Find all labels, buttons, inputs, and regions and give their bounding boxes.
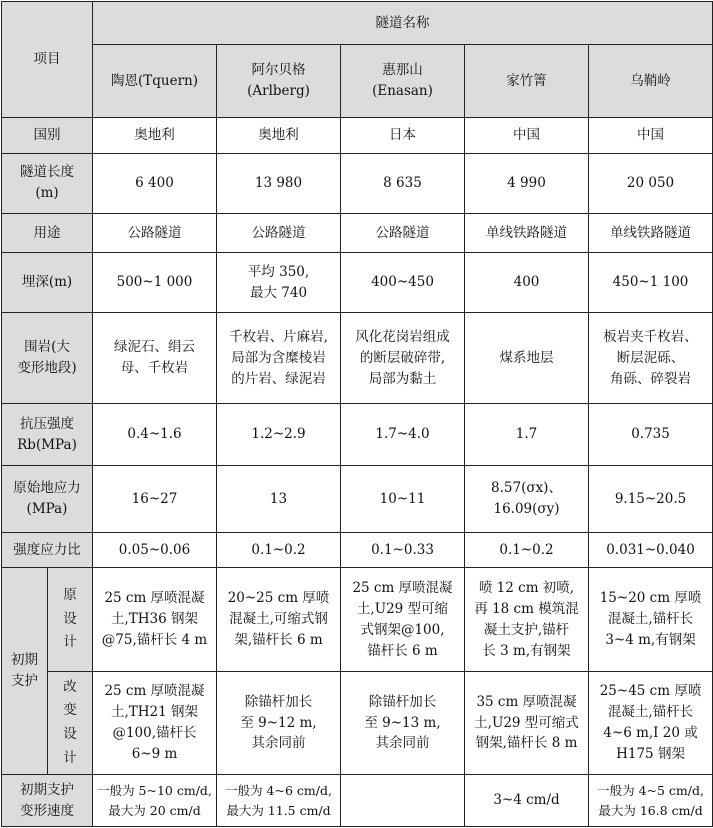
table-cell: 一般为 5~10 cm/d, 最大为 20 cm/d xyxy=(93,775,217,827)
table-cell: 喷 12 cm 初喷, 再 18 cm 模筑混 凝土支护,锚杆 长 3 m,有钢架 xyxy=(465,568,589,671)
sub-label-changed-design: 改 变 设 计 xyxy=(48,671,93,774)
table-cell: 单线铁路隧道 xyxy=(589,213,713,252)
table-row xyxy=(2,568,713,671)
table-cell: 0.031~0.040 xyxy=(589,533,713,568)
tunnel-header: 惠那山 (Enasan) xyxy=(341,45,465,117)
header-row-group xyxy=(2,2,713,45)
row-label-country: 国别 xyxy=(2,117,93,153)
table-cell: 8 635 xyxy=(341,153,465,213)
table-cell: 奥地利 xyxy=(93,117,217,153)
table-cell: 风化花岗岩组成 的断层破碎带, 局部为黏土 xyxy=(341,313,465,404)
table-cell: 25 cm 厚喷混凝 土,TH21 钢架 @100,锚杆长 6~9 m xyxy=(93,671,217,774)
table-cell: 公路隧道 xyxy=(341,213,465,252)
table-cell: 20~25 cm 厚喷 混凝土,可缩式钢 架,锚杆长 6 m xyxy=(217,568,341,671)
table-cell: 6 400 xyxy=(93,153,217,213)
table-cell: 千枚岩、片麻岩, 局部为含糜棱岩 的片岩、绿泥岩 xyxy=(217,313,341,404)
table-cell: 绿泥石、绢云 母、千枚岩 xyxy=(93,313,217,404)
table-cell: 除锚杆加长 至 9~13 m, 其余同前 xyxy=(341,671,465,774)
table-cell xyxy=(341,775,465,827)
table-cell: 16~27 xyxy=(93,466,217,533)
table-cell: 一般为 4~5 cm/d, 最大为 16.8 cm/d xyxy=(589,775,713,827)
table-cell: 煤系地层 xyxy=(465,313,589,404)
table-cell: 板岩夹千枚岩、 断层泥砾、 角砾、碎裂岩 xyxy=(589,313,713,404)
table-cell: 9.15~20.5 xyxy=(589,466,713,533)
table-cell: 0.1~0.33 xyxy=(341,533,465,568)
table-cell: 8.57(σx)、 16.09(σy) xyxy=(465,466,589,533)
table-cell: 0.1~0.2 xyxy=(217,533,341,568)
row-label-ratio: 强度应力比 xyxy=(2,533,93,568)
tunnel-header: 乌鞘岭 xyxy=(589,45,713,117)
table-cell: 公路隧道 xyxy=(93,213,217,252)
row-label-rock: 围岩(大 变形地段) xyxy=(2,313,93,404)
row-label-support: 初期 支护 xyxy=(2,568,48,775)
tunnel-header: 家竹箐 xyxy=(465,45,589,117)
table-cell: 中国 xyxy=(589,117,713,153)
table-cell: 奥地利 xyxy=(217,117,341,153)
tunnel-header: 陶恩(Tquern) xyxy=(93,45,217,117)
table-cell: 日本 xyxy=(341,117,465,153)
row-label-strength: 抗压强度 Rb(MPa) xyxy=(2,404,93,466)
table-row xyxy=(2,153,713,213)
table-cell: 公路隧道 xyxy=(217,213,341,252)
table-cell: 一般为 4~6 cm/d, 最大为 11.5 cm/d xyxy=(217,775,341,827)
table-row xyxy=(2,213,713,252)
table-cell: 35 cm 厚喷混凝 土,U29 型可缩式 钢架,锚杆长 8 m xyxy=(465,671,589,774)
table-cell: 25 cm 厚喷混凝 土,U29 型可缩 式钢架@100, 锚杆长 6 m xyxy=(341,568,465,671)
row-label-stress: 原始地应力 (MPa) xyxy=(2,466,93,533)
table-row xyxy=(2,117,713,153)
table-cell: 500~1 000 xyxy=(93,253,217,313)
row-label-deformation: 初期支护 变形速度 xyxy=(2,775,93,827)
table-row xyxy=(2,313,713,404)
table-cell: 1.2~2.9 xyxy=(217,404,341,466)
tunnel-comparison-table xyxy=(1,1,713,827)
table-row xyxy=(2,533,713,568)
table-cell: 1.7 xyxy=(465,404,589,466)
table-cell: 400~450 xyxy=(341,253,465,313)
table-cell: 平均 350, 最大 740 xyxy=(217,253,341,313)
row-label-length: 隧道长度 (m) xyxy=(2,153,93,213)
table-cell: 0.4~1.6 xyxy=(93,404,217,466)
table-cell: 400 xyxy=(465,253,589,313)
table-cell: 0.05~0.06 xyxy=(93,533,217,568)
table-cell: 15~20 cm 厚喷 混凝土,锚杆长 3~4 m,有钢架 xyxy=(589,568,713,671)
table-cell: 25~45 cm 厚喷 混凝土,锚杆长 4~6 m,I 20 或 H175 钢架 xyxy=(589,671,713,774)
table-cell: 0.735 xyxy=(589,404,713,466)
sub-label-original-design: 原 设 计 xyxy=(48,568,93,671)
table-cell: 4 990 xyxy=(465,153,589,213)
table-cell: 0.1~0.2 xyxy=(465,533,589,568)
row-label-depth: 埋深(m) xyxy=(2,253,93,313)
table-row xyxy=(2,253,713,313)
table-cell: 除锚杆加长 至 9~12 m, 其余同前 xyxy=(217,671,341,774)
table-cell: 25 cm 厚喷混凝 土,TH36 钢架 @75,锚杆长 4 m xyxy=(93,568,217,671)
table-cell: 13 xyxy=(217,466,341,533)
table-cell: 13 980 xyxy=(217,153,341,213)
header-row-tunnels xyxy=(2,45,713,117)
table-row xyxy=(2,775,713,827)
table-cell: 450~1 100 xyxy=(589,253,713,313)
tunnel-name-group-header: 隧道名称 xyxy=(93,2,713,45)
item-header: 项目 xyxy=(2,2,93,118)
table-cell: 20 050 xyxy=(589,153,713,213)
table-cell: 3~4 cm/d xyxy=(465,775,589,827)
table-row xyxy=(2,466,713,533)
row-label-purpose: 用途 xyxy=(2,213,93,252)
table-row xyxy=(2,671,713,774)
table-cell: 10~11 xyxy=(341,466,465,533)
table-cell: 1.7~4.0 xyxy=(341,404,465,466)
tunnel-header: 阿尔贝格 (Arlberg) xyxy=(217,45,341,117)
table-cell: 单线铁路隧道 xyxy=(465,213,589,252)
table-cell: 中国 xyxy=(465,117,589,153)
table-row xyxy=(2,404,713,466)
